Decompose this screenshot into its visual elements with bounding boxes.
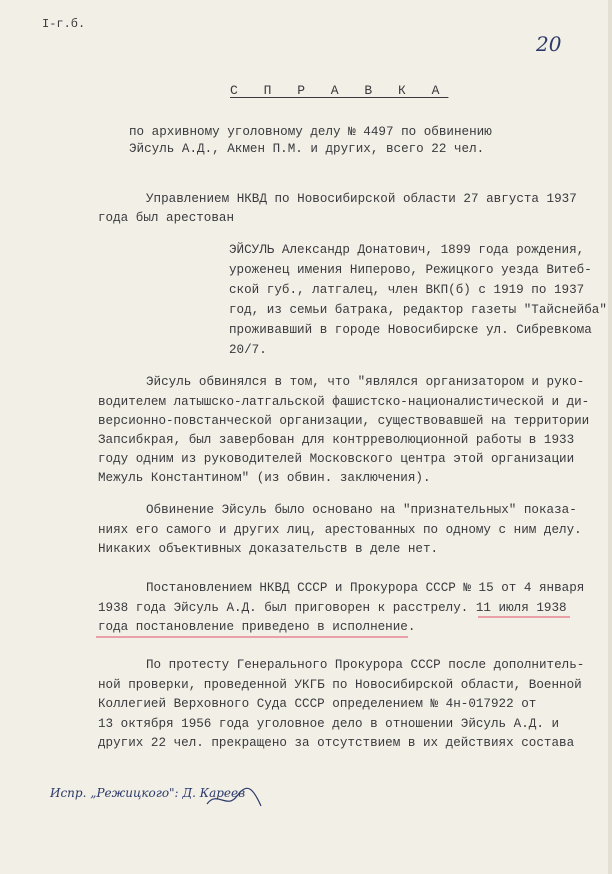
subtitle-line-1: по архивному уголовному делу № 4497 по обвинению [129, 125, 492, 139]
person-line-6: 20/7. [229, 343, 267, 357]
para3-line-1: Обвинение Эйсуль было основано на "признательных" показа- [146, 503, 577, 517]
person-line-5: проживавший в городе Новосибирске ул. Сибревкома [229, 323, 592, 337]
para2-line-3: версионно-повстанческой организации, существовавшей на территории [98, 414, 590, 428]
sheet-code: I-г.б. [42, 17, 86, 31]
subtitle-line-2: Эйсуль А.Д., Акмен П.М. и других, всего 22 чел. [129, 142, 485, 156]
para2-line-4: Запсибкрая, был завербован для контрреволюционной работы в 1933 [98, 433, 575, 447]
para3-line-3: Никаких объективных доказательств в деле нет. [98, 542, 439, 556]
para5-line-2: ной проверки, проведенной УКГБ по Новосибирской области, Военной [98, 678, 582, 692]
signature-flourish [205, 784, 265, 814]
para5-line-3: Коллегией Верховного Суда СССР определением № 4н-017922 от [98, 697, 537, 711]
red-underline-execution [96, 636, 408, 638]
para4-line-1: Постановлением НКВД СССР и Прокурора СССР № 15 от 4 января [146, 581, 585, 595]
para5-line-5: других 22 чел. прекращено за отсутствием в их действиях состава [98, 736, 575, 750]
handwritten-correction-note: Испр. „Режицкого": Д. Кареев [50, 786, 246, 800]
para5-line-4: 13 октября 1956 года уголовное дело в отношении Эйсуль А.Д. и [98, 717, 560, 731]
para2-line-1: Эйсуль обвинялся в том, что "являлся организатором и руко- [146, 375, 585, 389]
person-line-4: год, из семьи батрака, редактор газеты "Тайснейба" [229, 303, 607, 317]
para3-line-2: ниях его самого и других лиц, арестованных по одному с ним делу. [98, 523, 582, 537]
person-line-2: уроженец имения Ниперово, Режицкого уезда Витеб- [229, 263, 592, 277]
person-line-3: ской губ., латгалец, член ВКП(б) с 1919 по 1937 [229, 283, 585, 297]
para4-line-2: 1938 года Эйсуль А.Д. был приговорен к расстрелу. 11 июля 1938 [98, 601, 567, 615]
para5-line-1: По протесту Генерального Прокурора СССР после дополнитель- [146, 658, 585, 672]
person-line-1: ЭЙСУЛЬ Александр Донатович, 1899 года рождения, [229, 243, 585, 257]
red-underline-date [478, 616, 570, 618]
para2-line-6: Межуль Константином" (из обвин. заключения). [98, 471, 431, 485]
handwritten-page-number: 20 [536, 32, 562, 56]
document-title: С П Р А В К А [230, 83, 449, 98]
para1-line-1: Управлением НКВД по Новосибирской области 27 августа 1937 [146, 192, 577, 206]
para2-line-2: водителем латышско-латгальской фашистско-националистической и ди- [98, 395, 590, 409]
para2-line-5: году одним из руководителей Московского центра этой организации [98, 452, 575, 466]
para4-line-3: года постановление приведено в исполнение. [98, 620, 416, 634]
para1-line-2: года был арестован [98, 211, 235, 225]
page-edge [608, 0, 612, 874]
